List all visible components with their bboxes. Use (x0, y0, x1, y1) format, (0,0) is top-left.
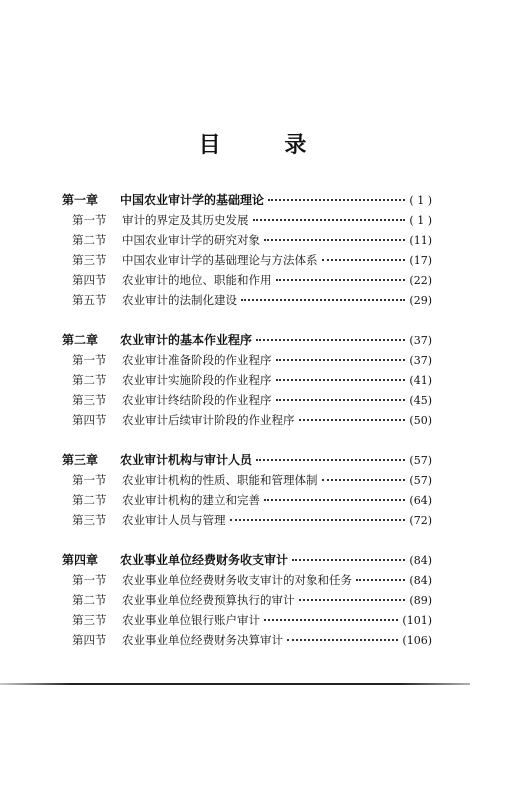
chapter-entry-title: 农业审计机构与审计人员 (120, 453, 253, 467)
chapter-entry[interactable] (62, 550, 432, 570)
page-title: 目 录 (198, 132, 335, 158)
chapter-entry-title: 农业审计的基本作业程序 (120, 333, 253, 347)
section-entry-number: 第二节 (72, 373, 107, 387)
section-entry-title: 农业事业单位经费财务收支审计的对象和任务 (122, 573, 352, 587)
dot-leader (241, 299, 405, 301)
dot-leader (299, 419, 406, 421)
dot-leader (276, 379, 406, 381)
dot-leader (356, 579, 405, 581)
section-entry-page: (45) (409, 394, 432, 407)
chapter-entry-page: (57) (409, 454, 432, 467)
chapter-entry-number: 第三章 (62, 453, 99, 467)
section-entry[interactable] (62, 490, 432, 510)
chapter-entry-page: (84) (409, 554, 432, 567)
dot-leader (292, 559, 405, 561)
section-entry-page: (84) (409, 574, 432, 587)
section-entry-title: 审计的界定及其历史发展 (122, 213, 249, 227)
dot-leader (256, 459, 405, 461)
section-entry-title: 中国农业审计学的基础理论与方法体系 (122, 253, 318, 267)
section-entry-number: 第五节 (72, 293, 107, 307)
section-entry[interactable] (62, 610, 432, 630)
chapter-block (62, 550, 432, 650)
section-entry-title: 农业事业单位经费财务决算审计 (122, 633, 283, 647)
section-entry-page: ( 1 ) (409, 214, 432, 227)
dot-leader (230, 519, 406, 521)
section-entry-number: 第一节 (72, 213, 107, 227)
dot-leader (276, 399, 406, 401)
section-entry-page: (22) (409, 274, 432, 287)
section-entry-number: 第四节 (72, 633, 107, 647)
section-entry[interactable] (62, 350, 432, 370)
section-entry-number: 第三节 (72, 253, 107, 267)
section-entry[interactable] (62, 410, 432, 430)
section-entry[interactable] (62, 270, 432, 290)
section-entry-title: 农业审计实施阶段的作业程序 (122, 373, 272, 387)
section-entry-number: 第一节 (72, 573, 107, 587)
dot-leader (322, 259, 406, 261)
section-entry-number: 第四节 (72, 273, 107, 287)
section-entry-title: 农业审计后续审计阶段的作业程序 (122, 413, 295, 427)
section-entry-title: 农业审计机构的性质、职能和管理体制 (122, 473, 318, 487)
dot-leader (256, 339, 405, 341)
dot-leader (253, 219, 406, 221)
dot-leader (299, 599, 406, 601)
dot-leader (264, 499, 405, 501)
section-entry-title: 农业审计的法制化建设 (122, 293, 237, 307)
section-entry[interactable] (62, 570, 432, 590)
chapter-entry-page: ( 1 ) (409, 194, 432, 207)
section-entry-title: 农业审计准备阶段的作业程序 (122, 353, 272, 367)
section-entry-page: (41) (409, 374, 432, 387)
section-entry-number: 第三节 (72, 613, 107, 627)
section-entry-page: (101) (402, 614, 432, 627)
section-entry-title: 农业审计终结阶段的作业程序 (122, 393, 272, 407)
dot-leader (276, 279, 406, 281)
dot-leader (287, 639, 398, 641)
chapter-block (62, 330, 432, 430)
section-entry[interactable] (62, 510, 432, 530)
section-entry-page: (37) (409, 354, 432, 367)
dot-leader (268, 199, 405, 201)
section-entry[interactable] (62, 630, 432, 650)
section-entry-number: 第三节 (72, 393, 107, 407)
section-entry[interactable] (62, 390, 432, 410)
chapter-entry-number: 第一章 (62, 193, 99, 207)
section-entry-title: 农业审计的地位、职能和作用 (122, 273, 272, 287)
bottom-rule (0, 683, 470, 685)
section-entry[interactable] (62, 590, 432, 610)
chapter-entry[interactable] (62, 330, 432, 350)
section-entry-page: (50) (409, 414, 432, 427)
section-entry-page: (89) (409, 594, 432, 607)
section-entry-page: (64) (409, 494, 432, 507)
section-entry-number: 第二节 (72, 493, 107, 507)
section-entry-page: (57) (409, 474, 432, 487)
section-entry-number: 第一节 (72, 353, 107, 367)
section-entry-title: 农业审计人员与管理 (122, 513, 226, 527)
section-entry-page: (11) (409, 234, 432, 247)
dot-leader (264, 619, 398, 621)
section-entry-number: 第二节 (72, 233, 107, 247)
dot-leader (264, 239, 405, 241)
section-entry-title: 农业事业单位经费预算执行的审计 (122, 593, 295, 607)
section-entry-number: 第三节 (72, 513, 107, 527)
section-entry[interactable] (62, 370, 432, 390)
section-entry-title: 中国农业审计学的研究对象 (122, 233, 260, 247)
section-entry[interactable] (62, 470, 432, 490)
table-of-contents (62, 190, 432, 670)
section-entry-title: 农业审计机构的建立和完善 (122, 493, 260, 507)
section-entry-number: 第二节 (72, 593, 107, 607)
section-entry[interactable] (62, 250, 432, 270)
section-entry[interactable] (62, 290, 432, 310)
chapter-entry-title: 农业事业单位经费财务收支审计 (120, 553, 289, 567)
chapter-entry[interactable] (62, 190, 432, 210)
chapter-entry[interactable] (62, 450, 432, 470)
section-entry-page: (17) (409, 254, 432, 267)
dot-leader (322, 479, 406, 481)
section-entry-number: 第四节 (72, 413, 107, 427)
dot-leader (276, 359, 406, 361)
chapter-entry-title: 中国农业审计学的基础理论 (120, 193, 265, 207)
section-entry-page: (72) (409, 514, 432, 527)
section-entry-number: 第一节 (72, 473, 107, 487)
chapter-block (62, 450, 432, 530)
chapter-entry-number: 第四章 (62, 553, 99, 567)
section-entry[interactable] (62, 210, 432, 230)
section-entry-page: (29) (409, 294, 432, 307)
chapter-entry-number: 第二章 (62, 333, 99, 347)
chapter-block (62, 190, 432, 310)
chapter-entry-page: (37) (409, 334, 432, 347)
section-entry-title: 农业事业单位银行账户审计 (122, 613, 260, 627)
section-entry[interactable] (62, 230, 432, 250)
section-entry-page: (106) (402, 634, 432, 647)
